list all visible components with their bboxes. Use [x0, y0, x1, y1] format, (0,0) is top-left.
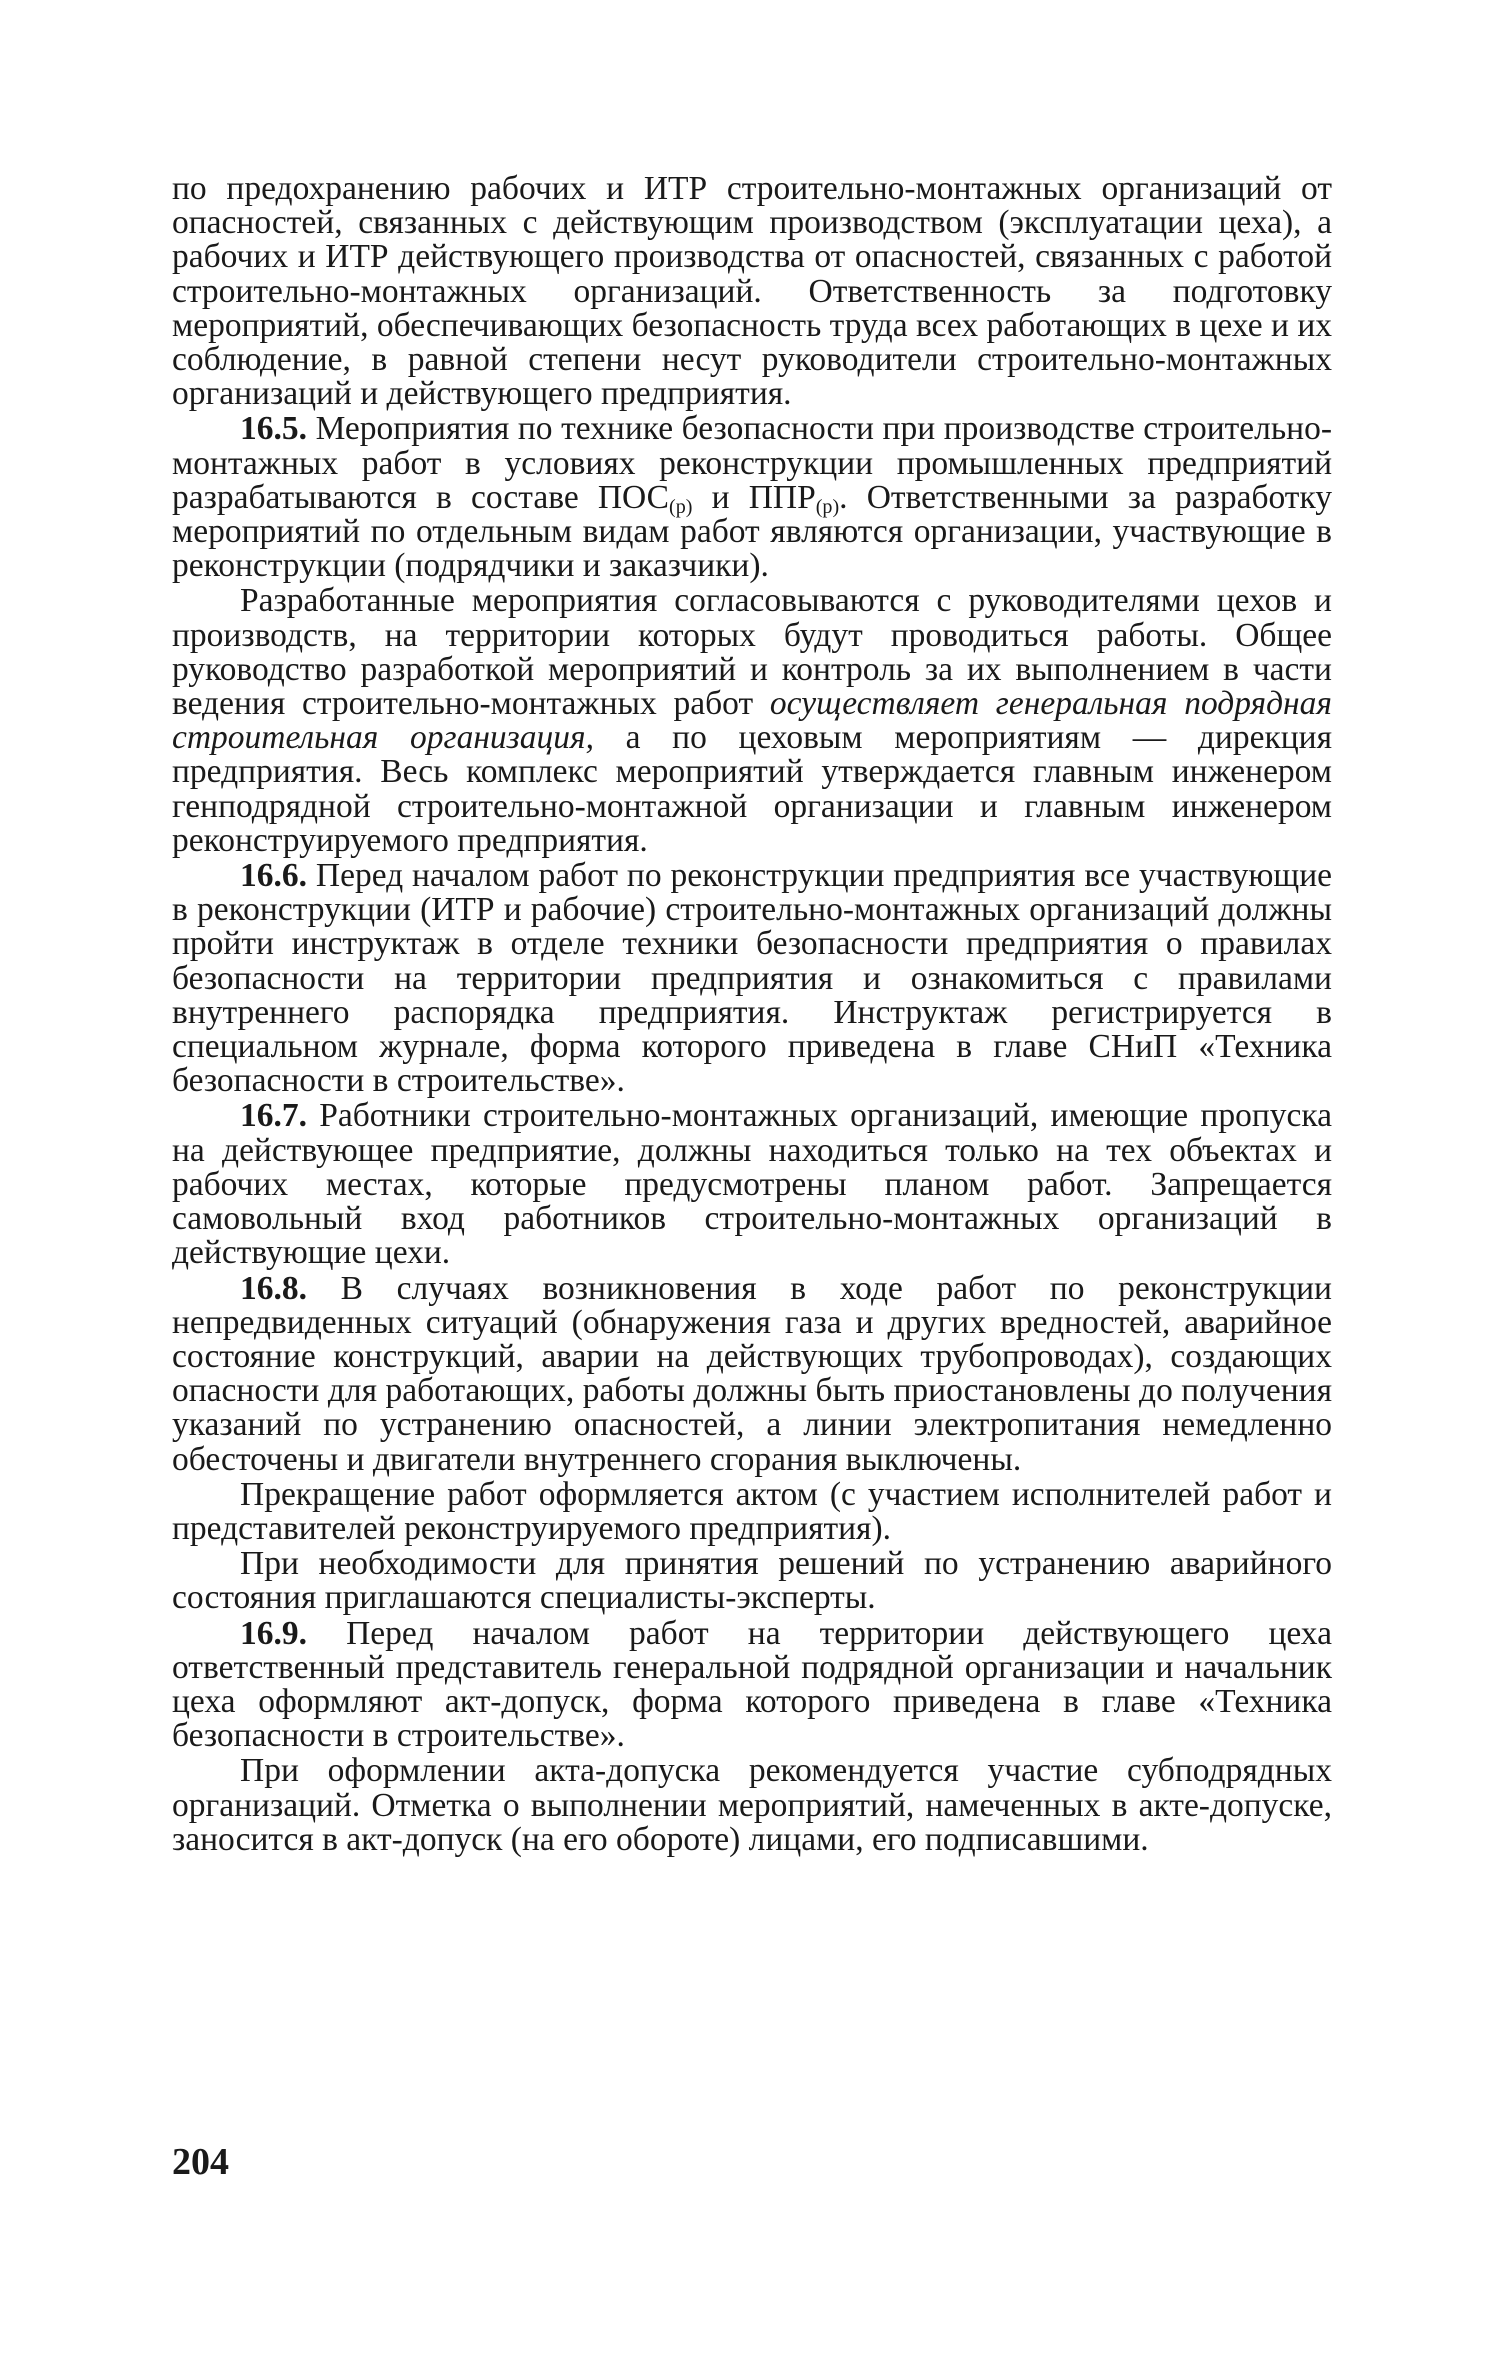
paragraph-text: а по цеховым мероприятиям — дирекция предприятия. Весь комплекс мероприятий утверждается главным инженером генподрядной строительно-монтажной организации и главным инженером реконструируемого предприятия.	[172, 719, 1332, 859]
section-number: 16.9.	[240, 1614, 307, 1652]
section-text: и ППР	[692, 478, 816, 516]
italic-text: осуществляет генеральная подрядная строительная организация,	[172, 685, 1332, 757]
section-number: 16.8.	[240, 1269, 307, 1307]
section-text: Перед началом работ по реконструкции предприятия все участвующие в реконструкции (ИТР и рабочие) строительно-монтажных организаций должны пройти инструктаж в отделе техники безопасности предприятия о правилах безопасности на территории предприятия и ознакомиться с правилами внутреннего распорядка предприятия. Инструктаж регистрируется в специальном журнале, форма которого приведена в главе СНиП «Техника безопасности в строительстве».	[172, 857, 1332, 1100]
subscript: (р)	[669, 495, 693, 518]
paragraph-stoppage-act: Прекращение работ оформляется актом (с участием исполнителей работ и представителей реконструируемого предприятия).	[172, 1475, 1332, 1547]
section-text: . Ответственными за разработку мероприятий по отдельным видам работ являются организации, участвующие в реконструкции (подрядчики и заказчики).	[172, 478, 1332, 585]
section-text: Перед началом работ на территории действующего цеха ответственный представитель генеральной подрядной организации и начальник цеха оформляют акт-допуск, форма которого приведена в главе «Техника безопасности в строительстве».	[172, 1614, 1332, 1755]
paragraph-text: Разработанные мероприятия согласовываются с руководителями цехов и производств, на территории которых будут проводиться работы. Общее руководство разработкой мероприятий и контроль за их выполнением в части ведения строительно-монтажных работ	[172, 582, 1332, 723]
paragraph-continuation: по предохранению рабочих и ИТР строительно-монтажных организаций от опасностей, связанных с действующим производством (эксплуатации цеха), а рабочих и ИТР действующего производства от опасностей, связанных с работой строительно-монтажных организаций. Ответственность за подготовку мероприятий, обеспечивающих безопасность труда всех работающих в цехе и их соблюдение, в равной степени несут руководители строительно-монтажных организаций и действующего предприятия.	[172, 170, 1332, 413]
section-16-9	[172, 1614, 1332, 1755]
section-number: 16.7.	[240, 1097, 307, 1135]
paragraph-approval	[172, 584, 1332, 858]
paragraph-permit-act: При оформлении акта-допуска рекомендуется участие субподрядных организаций. Отметка о выполнении мероприятий, намеченных в акте-допуске, заносится в акт-допуск (на его обороте) лицами, его подписавшими.	[172, 1752, 1332, 1858]
section-text: Мероприятия по технике безопасности при производстве строительно-монтажных работ в условиях реконструкции промышленных предприятий разрабатываются в составе ПОС	[172, 410, 1332, 516]
paragraph-experts: При необходимости для принятия решений по устранению аварийного состояния приглашаются специалисты-эксперты.	[172, 1545, 1332, 1617]
page-number: 204	[172, 2141, 229, 2183]
section-text: Работники строительно-монтажных организаций, имеющие пропуска на действующее предприятие, должны находиться только на тех объектах и рабочих местах, которые предусмотрены планом работ. Запрещается самовольный вход работников строительно-монтажных организаций в действующие цехи.	[172, 1097, 1332, 1272]
document-page	[172, 172, 1332, 1857]
section-16-6	[172, 859, 1332, 1098]
subscript: (р)	[815, 495, 840, 518]
section-number: 16.5.	[240, 410, 307, 448]
section-text: В случаях возникновения в ходе работ по реконструкции непредвиденных ситуаций (обнаружения газа и других вредностей, аварийное состояние конструкций, аварии на действующих трубопроводах), создающих опасности для работающих, работы должны быть приостановлены до получения указаний по устранению опасностей, а линии электропитания немедленно обесточены и двигатели внутреннего сгорания выключены.	[172, 1269, 1332, 1478]
section-16-5	[172, 412, 1332, 583]
section-16-7	[172, 1099, 1332, 1270]
section-16-8	[172, 1269, 1332, 1478]
section-number: 16.6.	[240, 857, 307, 895]
